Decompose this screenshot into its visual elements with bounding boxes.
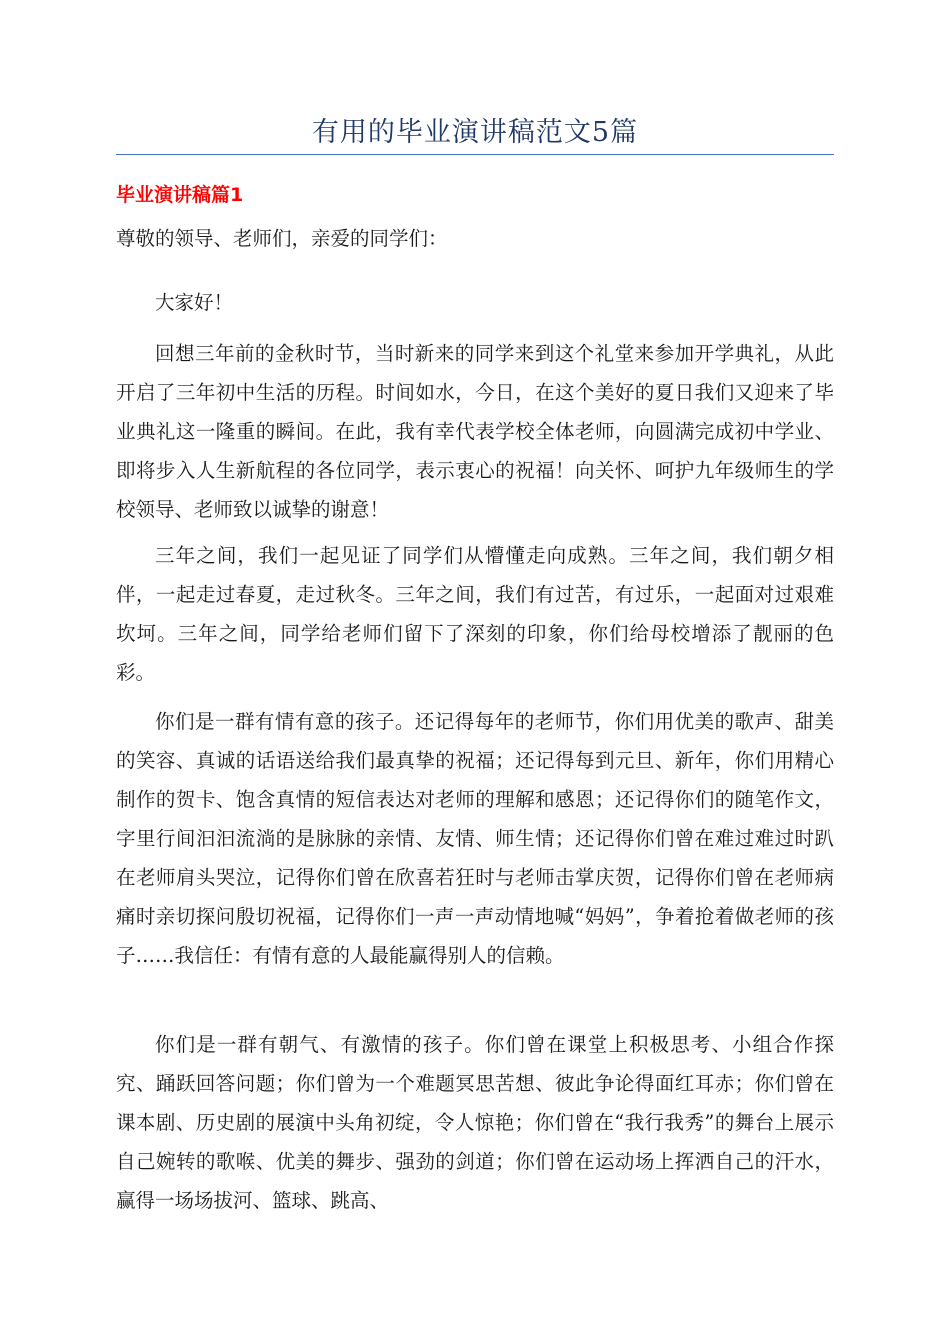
salutation: 尊敬的领导、老师们，亲爱的同学们： (116, 227, 448, 250)
opening-greeting: 大家好！ (155, 291, 234, 314)
paragraph: 你们是一群有朝气、有激情的孩子。你们曾在课堂上积极思考、小组合作探究、踊跃回答问题；你们曾为一个难题冥思苦想、彼此争论得面红耳赤；你们曾在课本剧、历史剧的展演中头角初绽，令人惊艳；你们曾在“我行我秀”的舞台上展示自己婉转的歌喉、优美的舞步、强劲的剑道；你们曾在运动场上挥洒自己的汗水，赢得一场场拔河、篮球、跳高、 (116, 1033, 834, 1212)
paragraph: 你们是一群有情有意的孩子。还记得每年的老师节，你们用优美的歌声、甜美的笑容、真诚的话语送给我们最真挚的祝福；还记得每到元旦、新年，你们用精心制作的贺卡、饱含真情的短信表达对老师的理解和感恩；还记得你们的随笔作文，字里行间汩汩流淌的是脉脉的亲情、友情、师生情；还记得你们曾在难过难过时趴在老师肩头哭泣，记得你们曾在欣喜若狂时与老师击掌庆贺，记得你们曾在老师病痛时亲切探问殷切祝福，记得你们一声一声动情地喊“妈妈”，争着抢着做老师的孩子……我信任：有情有意的人最能赢得别人的信赖。 (116, 710, 834, 967)
paragraph: 三年之间，我们一起见证了同学们从懵懂走向成熟。三年之间，我们朝夕相伴，一起走过春夏，走过秋冬。三年之间，我们有过苦，有过乐，一起面对过艰难坎坷。三年之间，同学给老师们留下了深刻的印象，你们给母校增添了靓丽的色彩。 (116, 544, 834, 684)
section-heading: 毕业演讲稿篇1 (116, 184, 244, 206)
title-divider (116, 154, 834, 155)
document-title: 有用的毕业演讲稿范文5篇 (311, 117, 639, 148)
paragraph: 回想三年前的金秋时节，当时新来的同学来到这个礼堂来参加开学典礼，从此开启了三年初中生活的历程。时间如水，今日，在这个美好的夏日我们又迎来了毕业典礼这一隆重的瞬间。在此，我有幸代表学校全体老师，向圆满完成初中学业、即将步入人生新航程的各位同学，表示衷心的祝福！向关怀、呵护九年级师生的学校领导、老师致以诚挚的谢意！ (116, 342, 834, 521)
